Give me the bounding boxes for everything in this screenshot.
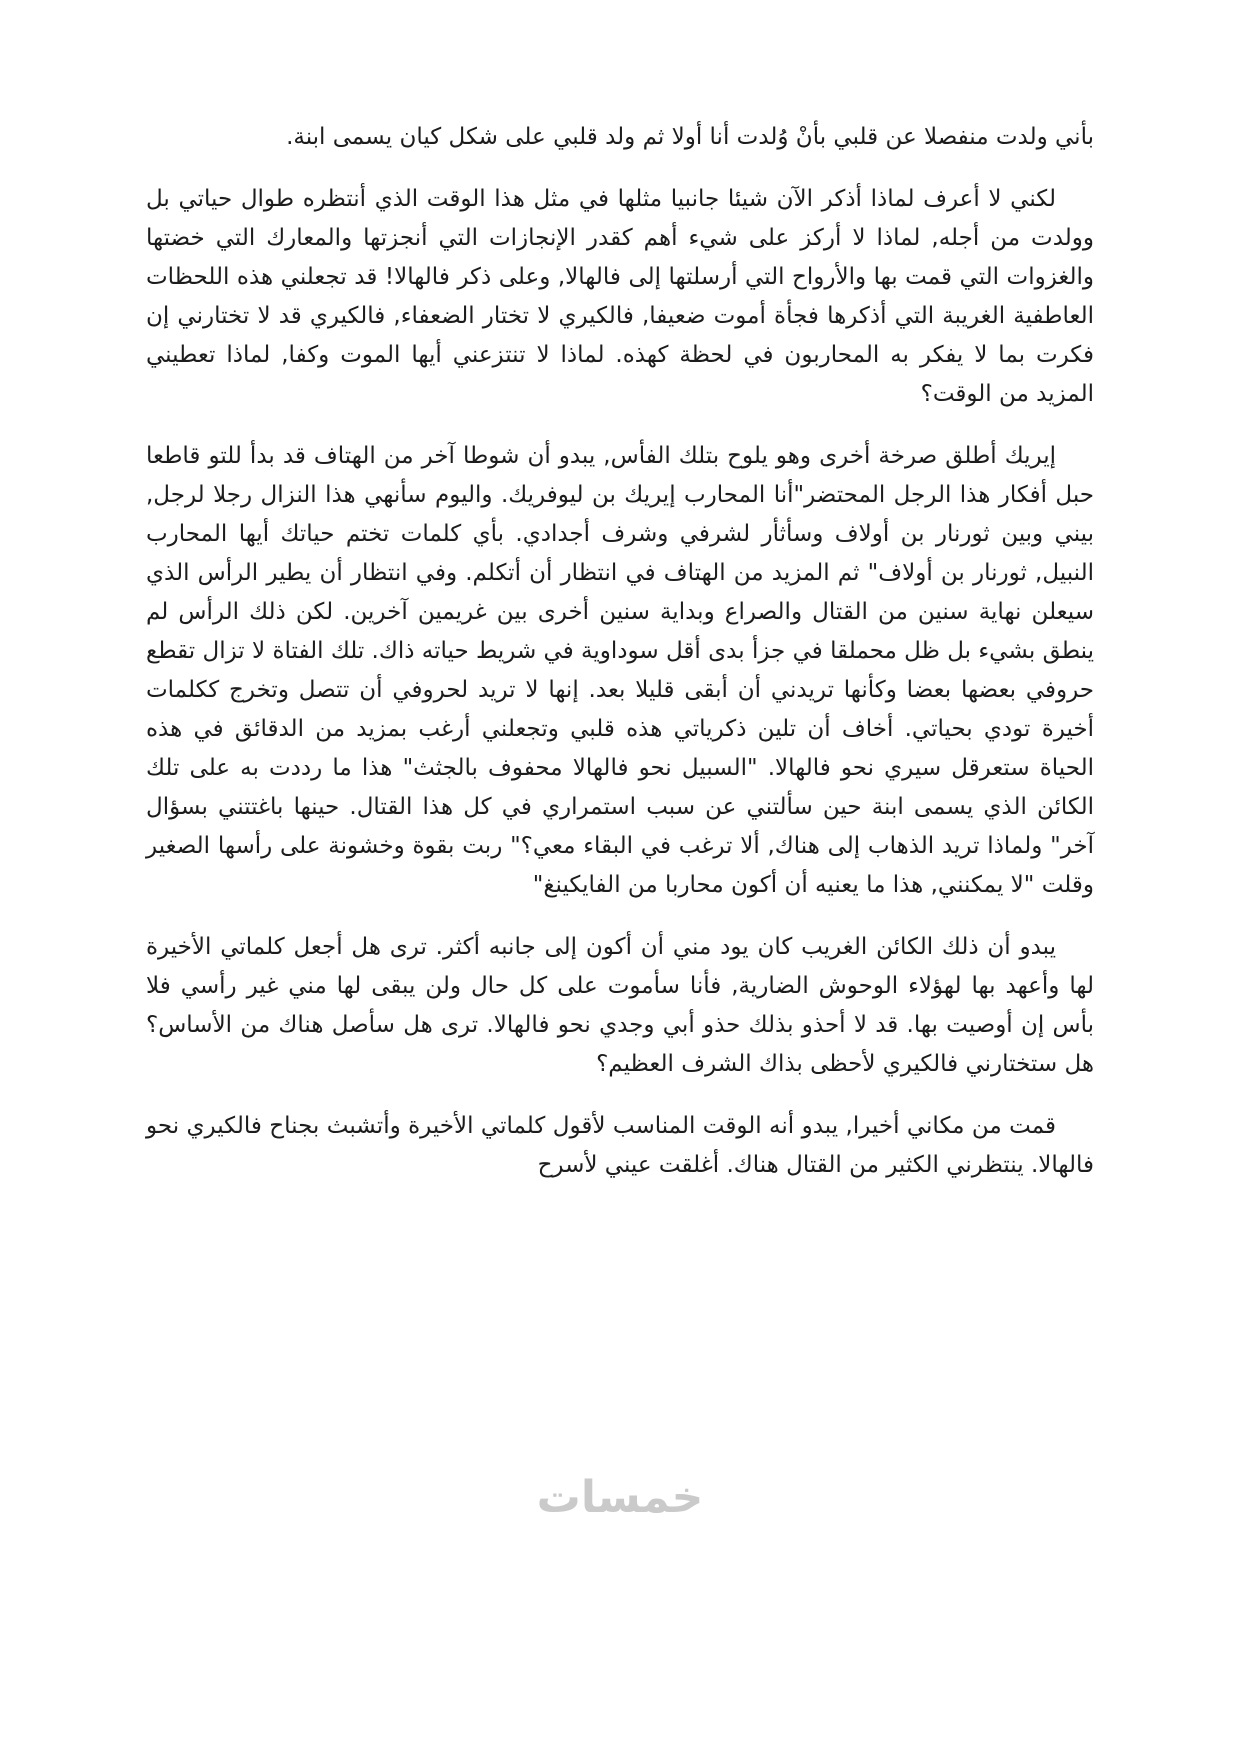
paragraph-3: إيريك أطلق صرخة أخرى وهو يلوح بتلك الفأس, يبدو أن شوطا آخر من الهتاف قد بدأ للتو قاطعا حبل أفكار هذا الرجل المحتضر"أنا المحارب إيريك بن ليوفريك. واليوم سأنهي هذا النزال رجلا لرجل, بيني وبين ثورنار بن أولاف وسأثأر لشرفي وشرف أجدادي. بأي كلمات تختم حياتك أيها المحارب النبيل, ثورنار بن أولاف" ثم المزيد من الهتاف في انتظار أن أتكلم. وفي انتظار أن يطير الرأس الذي سيعلن نهاية سنين من القتال والصراع وبداية سنين أخرى بين غريمين آخرين. لكن ذلك الرأس لم ينطق بشيء بل ظل محملقا في جزأ بدى أقل سوداوية في شريط حياته ذاك. تلك الفتاة لا تزال تقطع حروفي بعضها بعضا وكأنها تريدني أن أبقى قليلا بعد. إنها لا تريد لحروفي أن تتصل وتخرج ككلمات أخيرة تودي بحياتي. أخاف أن تلين ذكرياتي هذه قلبي وتجعلني أرغب بمزيد من الدقائق في هذه الحياة ستعرقل سيري نحو فالهالا. "السبيل نحو فالهالا محفوف بالجثث" هذا ما رددت به على تلك الكائن الذي يسمى ابنة حين سألتني عن سبب استمراري في كل هذا القتال. حينها باغتتني بسؤال آخر" ولماذا تريد الذهاب إلى هناك, ألا ترغب في البقاء معي؟" ربت بقوة وخشونة على رأسها الصغير وقلت "لا يمكنني, هذا ما يعنيه أن أكون محاربا من الفايكينغ" [146, 443, 1094, 898]
khamsat-watermark: خمسات [536, 1472, 704, 1523]
paragraph-2: لكني لا أعرف لماذا أذكر الآن شيئا جانبيا مثلها في مثل هذا الوقت الذي أنتظره طوال حياتي بل وولدت من أجله, لماذا لا أركز على شيء أهم كقدر الإنجازات التي أنجزتها والمعارك التي خضتها والغزوات التي قمت بها والأرواح التي أرسلتها إلى فالهالا, وعلى ذكر فالهالا! قد تجعلني هذه اللحظات العاطفية الغريبة التي أذكرها فجأة أموت ضعيفا, فالكيري لا تختار الضعفاء, فالكيري قد لا تختارني إن فكرت بما لا يفكر به المحاربون في لحظة كهذه. لماذا لا تنتزعني أيها الموت وكفا, لماذا تعطيني المزيد من الوقت؟ [146, 186, 1094, 407]
paragraph-5: قمت من مكاني أخيرا, يبدو أنه الوقت المناسب لأقول كلماتي الأخيرة وأتشبث بجناح فالكيري نحو فالهالا. ينتظرني الكثير من القتال هناك. أغلقت عيني لأسرح [146, 1113, 1094, 1178]
body-text [146, 118, 1094, 1208]
paragraph-1: بأني ولدت منفصلا عن قلبي بأنْ وُلدت أنا أولا ثم ولد قلبي على شكل كيان يسمى ابنة. [286, 124, 1094, 150]
paragraph-4: يبدو أن ذلك الكائن الغريب كان يود مني أن أكون إلى جانبه أكثر. ترى هل أجعل كلماتي الأخيرة لها وأعهد بها لهؤلاء الوحوش الضارية, فأنا سأموت على كل حال ولن يبقى لها مني غير رأسي فلا بأس إن أوصيت بها. قد لا أحذو بذلك حذو أبي وجدي نحو فالهالا. ترى هل سأصل هناك من الأساس؟ هل ستختارني فالكيري لأحظى بذاك الشرف العظيم؟ [146, 934, 1094, 1077]
